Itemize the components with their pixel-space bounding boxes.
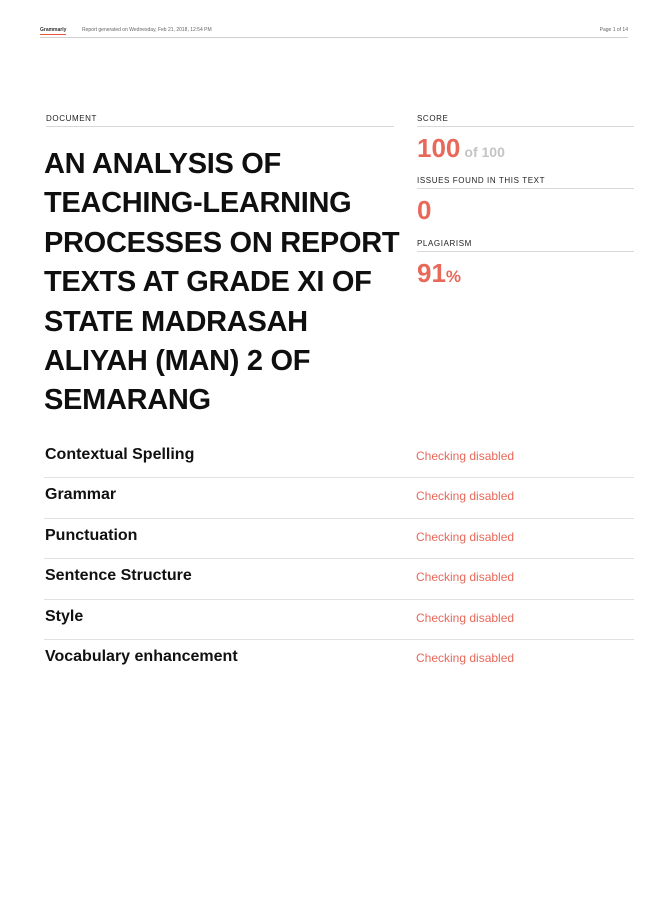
check-status: Checking disabled — [416, 570, 515, 585]
issues-value: 0 — [417, 195, 432, 225]
check-name: Sentence Structure — [45, 567, 192, 585]
check-row — [44, 438, 634, 478]
check-status: Checking disabled — [416, 529, 515, 544]
check-status: Checking disabled — [416, 650, 515, 665]
check-row — [44, 478, 634, 518]
document-title: AN ANALYSIS OF TEACHING-LEARNING PROCESSES ON REPORT TEXTS AT GRADE XI OF STATE MADRASAH ALIYAH (MAN) 2 OF SEMARANG — [44, 148, 400, 417]
plagiarism-value-wrap — [417, 258, 634, 292]
report-header — [40, 27, 628, 38]
check-row — [44, 600, 634, 640]
document-label: DOCUMENT — [46, 114, 394, 127]
check-status: Checking disabled — [416, 489, 515, 504]
score-value: 100 — [417, 133, 461, 163]
check-status: Checking disabled — [416, 610, 515, 625]
check-name: Style — [45, 607, 84, 625]
issues-section — [417, 176, 634, 225]
report-generated-text: Report generated on Wednesday, Feb 21, 2018, 12:54 PM — [82, 27, 212, 33]
plagiarism-value: 91 — [417, 258, 446, 288]
page-number: Page 1 of 14 — [599, 27, 628, 33]
check-name: Contextual Spelling — [45, 446, 195, 463]
score-value-wrap — [417, 133, 634, 167]
check-row — [44, 519, 634, 559]
check-status: Checking disabled — [416, 449, 515, 463]
check-name: Vocabulary enhancement — [45, 647, 238, 665]
check-name: Punctuation — [45, 526, 138, 544]
plagiarism-unit: % — [445, 267, 462, 286]
score-section — [417, 114, 634, 167]
check-row — [44, 559, 634, 599]
check-name: Grammar — [45, 486, 117, 504]
plagiarism-section — [417, 239, 634, 292]
issues-label: ISSUES FOUND IN THIS TEXT — [417, 176, 634, 189]
plagiarism-label: PLAGIARISM — [417, 239, 634, 252]
check-row — [44, 640, 634, 679]
checks-list — [44, 438, 634, 679]
score-label: SCORE — [417, 114, 634, 127]
score-max: of 100 — [464, 144, 505, 160]
brand-logo: Grammarly — [40, 27, 67, 33]
